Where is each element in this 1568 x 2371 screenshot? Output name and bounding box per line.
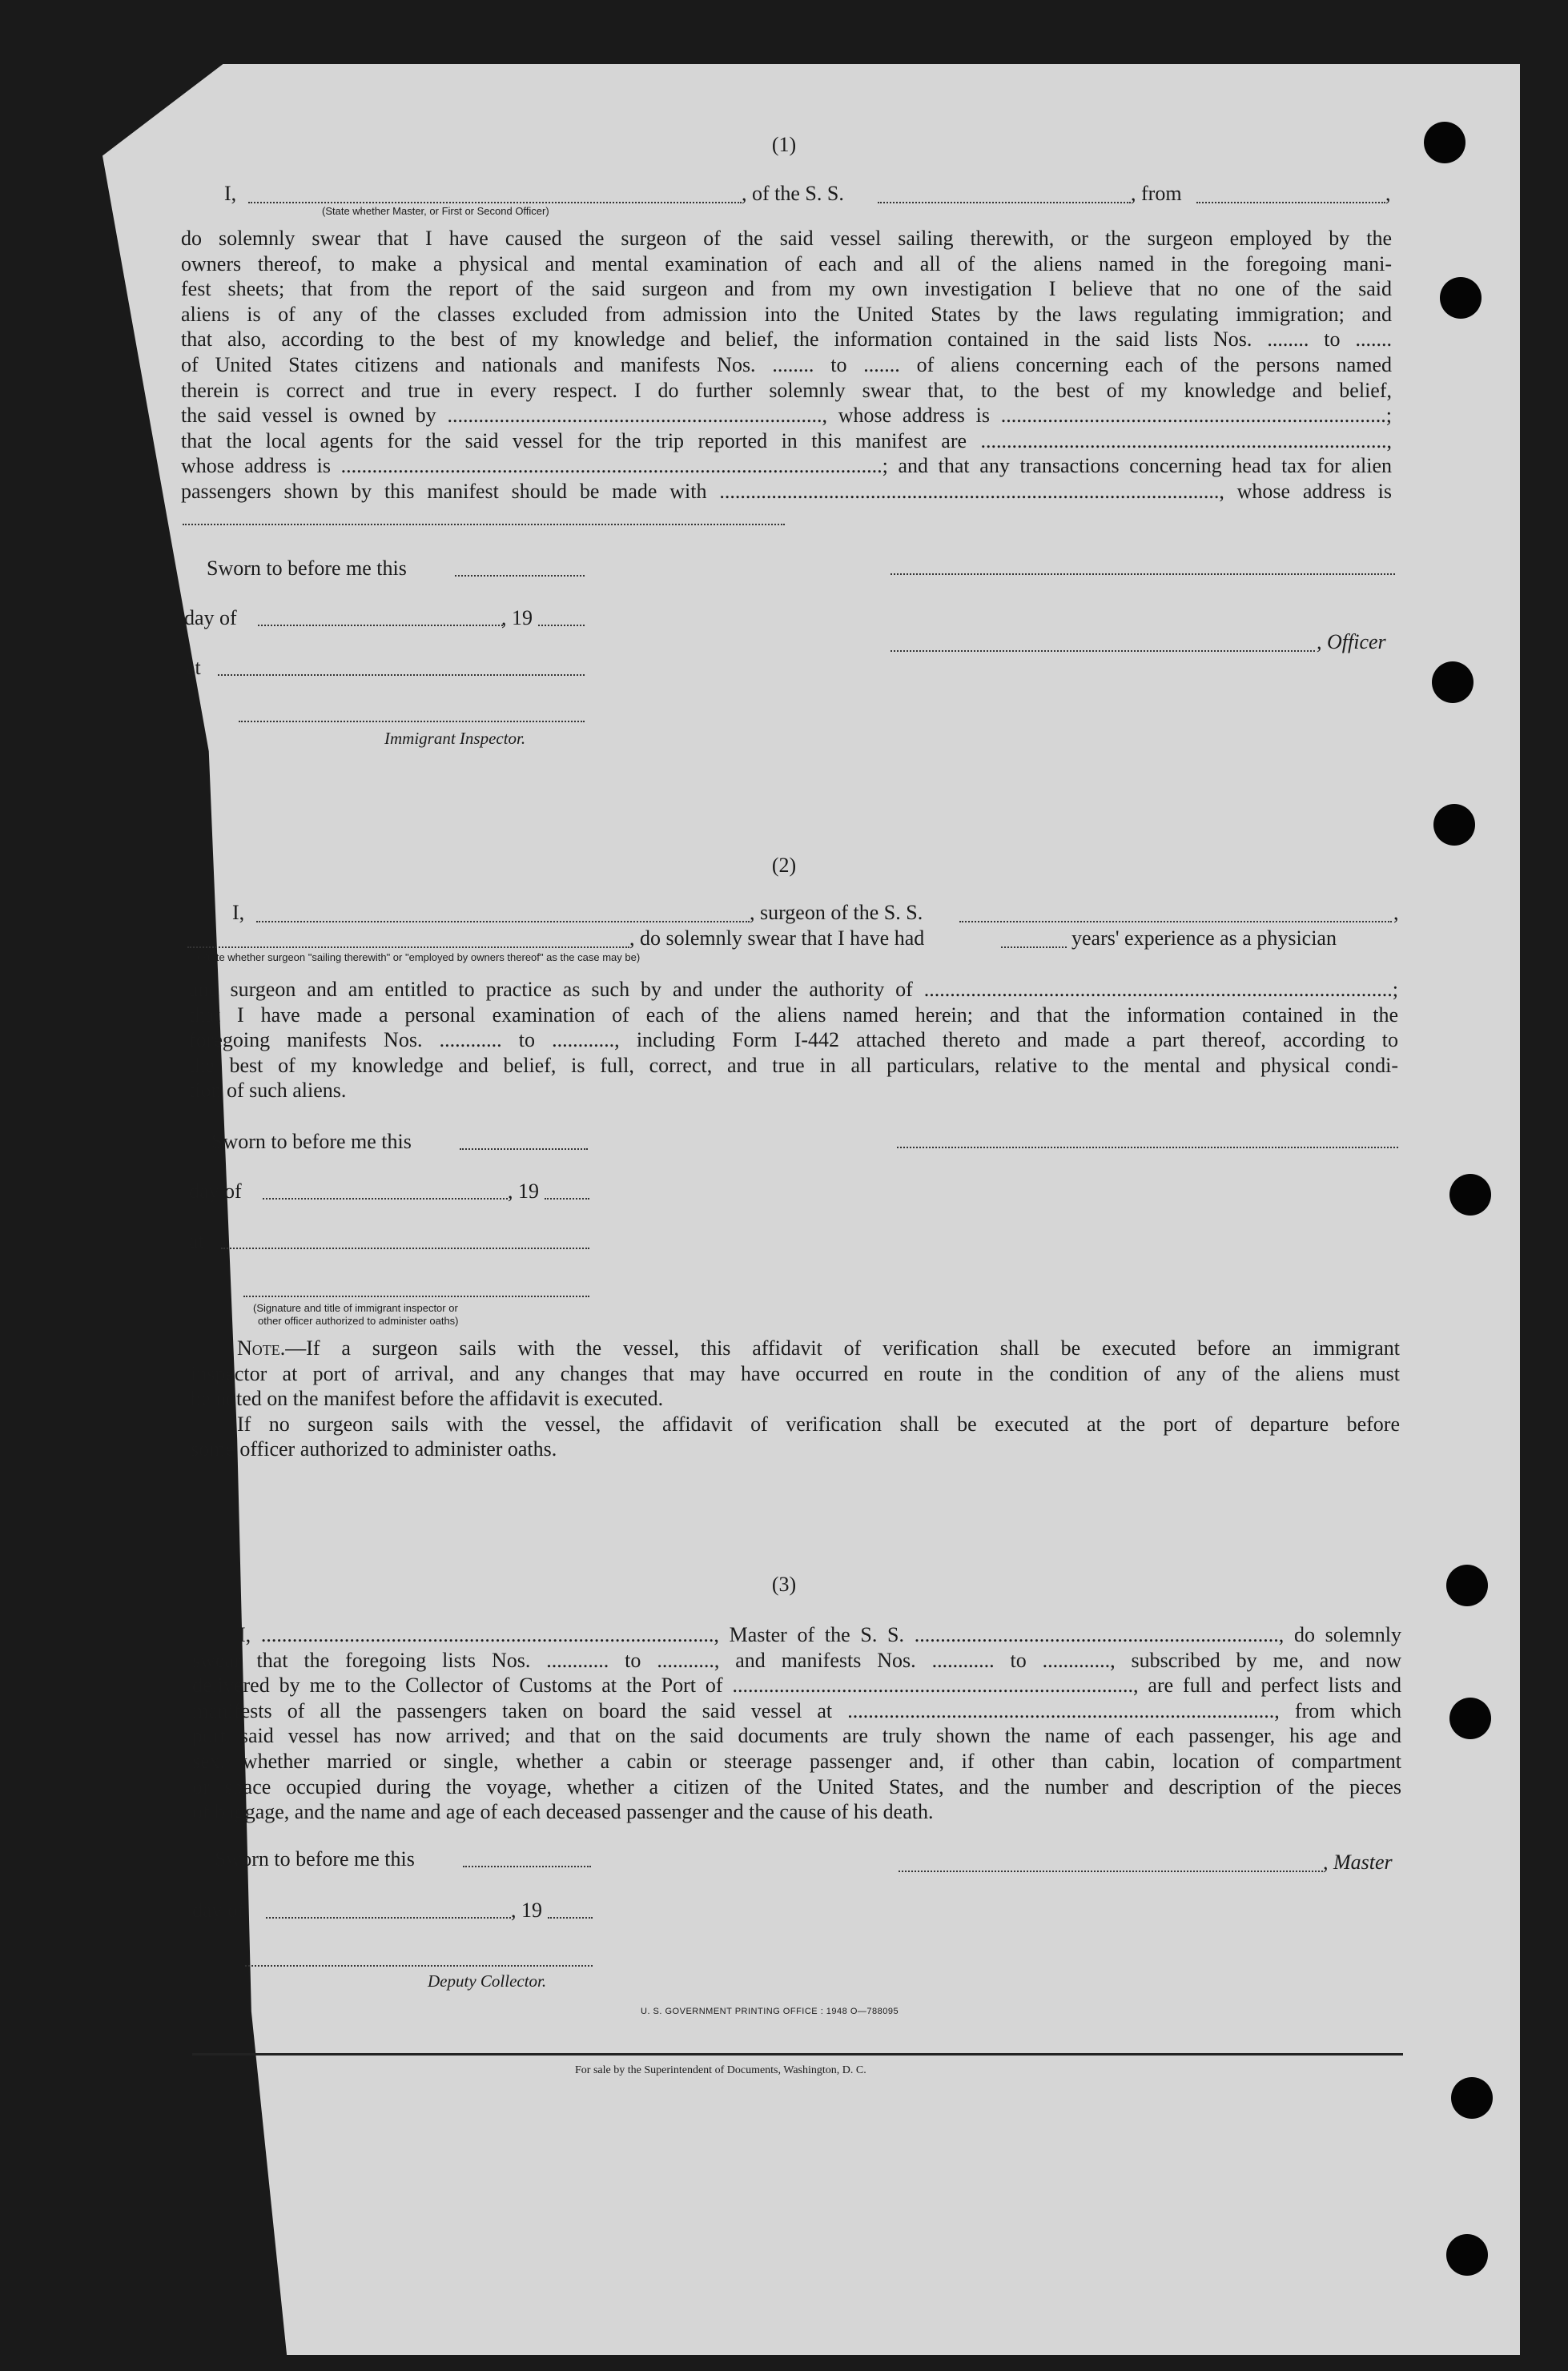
gpo-imprint: U. S. GOVERNMENT PRINTING OFFICE : 1948 O—788095 bbox=[641, 2007, 899, 2016]
binder-hole bbox=[1451, 2077, 1493, 2119]
section-1-number: (1) bbox=[771, 133, 797, 156]
s3-day-of-label: day of bbox=[192, 1899, 245, 1922]
s1-day-of-label: day of bbox=[184, 606, 237, 629]
s1-from-field[interactable] bbox=[1196, 202, 1385, 203]
binder-hole bbox=[1440, 277, 1482, 319]
s3-year-label: , 19 bbox=[511, 1899, 542, 1922]
s2-sworn-date-field[interactable] bbox=[460, 1148, 588, 1150]
s2-sworn-label: Sworn to before me this bbox=[211, 1130, 412, 1153]
s1-ship-field[interactable] bbox=[878, 202, 1131, 203]
s3-year-field[interactable] bbox=[548, 1917, 593, 1919]
s1-i-label: I, bbox=[224, 182, 237, 205]
s2-i-label: I, bbox=[232, 901, 245, 924]
s1-master-note: (State whether Master, or First or Second Officer) bbox=[322, 205, 549, 217]
s3-sworn-label: Sworn to before me this bbox=[215, 1847, 415, 1871]
s3-master-label: , Master bbox=[1323, 1851, 1393, 1874]
s3-paragraph: I, ......................................................................................., Master of the S. S. ......................................................................, do solemnly swear that the foregoing lists Nos. ............ to ..........., and manifests Nos. ............ to ............., subscribed by me, and now delivered by me to the Collector of Customs at the Port of ............................................................................., are full and perfect lists and manifests of all the passengers taken on board the said vessel at .................................................................................., from which port said vessel has now arrived; and that on the said documents are truly shown the name of each passenger, his age and sex, whether married or single, whether a cabin or steerage passenger and, if other than cabin, location of compartment or space occupied during the voyage, whether a citizen of the United States, and the number and description of the pieces of baggage, and the name and age of each deceased passenger and the cause of his death. bbox=[192, 1623, 1401, 1824]
s1-day-field[interactable] bbox=[258, 625, 503, 626]
s1-sworn-label: Sworn to before me this bbox=[207, 557, 407, 580]
s2-surgeon-note: (State whether surgeon "sailing therewith" or "employed by owners thereof" as the case may be) bbox=[197, 951, 641, 963]
s3-collector-label: Deputy Collector. bbox=[428, 1971, 547, 1991]
binder-hole bbox=[1433, 804, 1475, 846]
s2-swear-label: , do solemnly swear that I have had bbox=[629, 926, 925, 950]
section-3-number: (3) bbox=[771, 1573, 797, 1596]
s2-day-of-label: day of bbox=[189, 1179, 242, 1203]
s3-master-signature-field[interactable] bbox=[899, 1871, 1323, 1872]
s1-year-label: , 19 bbox=[501, 606, 533, 629]
s2-signature-field[interactable] bbox=[897, 1147, 1398, 1148]
s1-signature-field[interactable] bbox=[891, 573, 1395, 575]
s2-years-field[interactable] bbox=[1001, 946, 1067, 948]
s3-day-field[interactable] bbox=[266, 1917, 511, 1919]
s2-sig-note-2: other officer authorized to administer oaths) bbox=[258, 1315, 459, 1327]
s2-surgeon-name-field[interactable] bbox=[256, 921, 750, 922]
s2-note-text-1: —If a surgeon sails with the vessel, this affidavit of verification shall be executed before an immigrant bbox=[285, 1336, 1400, 1360]
s1-head-tax-address-field[interactable] bbox=[183, 524, 785, 525]
s1-inspector-label: Immigrant Inspector. bbox=[384, 729, 526, 748]
s2-year-field[interactable] bbox=[545, 1198, 589, 1200]
s2-paragraph: and surgeon and am entitled to practice as such by and under the authority of ..........................................................................................; that I have made a personal examination of each of the aliens named herein; and that the information contained in the foregoing manifests Nos. ............ to ............, including Form I-442 attached thereto and made a part thereof, according to the best of my knowledge and belief, is full, correct, and true in all particulars, relative to the mental and physical condi- tion of such aliens. bbox=[189, 978, 1398, 1103]
s2-surgeon-label: , surgeon of the S. S. bbox=[750, 901, 923, 924]
s2-surgeon-type-field[interactable] bbox=[187, 946, 629, 948]
s1-paragraph: do solemnly swear that I have caused the surgeon of the said vessel sailing therewith, or the surgeon employed by the owners thereof, to make a physical and mental examination of each and all of the aliens named in the foregoing mani- fest sheets; that from the report of the said surgeon and from my own investigation I believe that no one of the said aliens is of any of the classes excluded from admission into the United States by the laws regulating immigration; and that also, according to the best of my knowledge and belief, the information contained in the said lists Nos. ........ to ....... of United States citizens and nationals and manifests Nos. ........ to ....... of aliens concerning each of the persons named therein is correct and true in every respect. I do further solemnly swear that, to the best of my knowledge and belief, the said vessel is owned by ........................................................................, whose address is ..........................................................................; that the local agents for the said vessel for the trip reported in this manifest are .............................................................................., whose address is ........................................................................................................; and that any transactions concerning head tax for alien passengers shown by this manifest should be made with ................................................................................................, whose address is bbox=[181, 227, 1392, 503]
binder-hole bbox=[1432, 661, 1474, 703]
s2-at-field[interactable] bbox=[221, 1248, 589, 1249]
s1-comma: , bbox=[1385, 182, 1391, 205]
s1-officer-field[interactable] bbox=[891, 650, 1315, 652]
s1-from-label: , from bbox=[1131, 182, 1182, 205]
sale-notice: For sale by the Superintendent of Documents, Washington, D. C. bbox=[575, 2064, 866, 2076]
binder-hole bbox=[1449, 1698, 1491, 1739]
s1-year-field[interactable] bbox=[538, 625, 585, 626]
s1-master-field[interactable] bbox=[248, 202, 742, 203]
s1-at-field[interactable] bbox=[218, 674, 585, 676]
s2-inspector-signature-field[interactable] bbox=[243, 1296, 589, 1297]
s1-officer-label: , Officer bbox=[1317, 630, 1386, 653]
s3-sworn-date-field[interactable] bbox=[463, 1866, 591, 1867]
section-2-number: (2) bbox=[771, 854, 797, 877]
s2-at-label: at bbox=[189, 1229, 204, 1252]
binder-hole bbox=[1449, 1174, 1491, 1216]
s2-sig-note-1: (Signature and title of immigrant inspector or bbox=[253, 1302, 458, 1314]
s1-sworn-date-field[interactable] bbox=[455, 575, 585, 577]
s2-ship-field[interactable] bbox=[959, 921, 1392, 922]
s1-of-ss-label: , of the S. S. bbox=[742, 182, 844, 205]
s1-inspector-field[interactable] bbox=[239, 721, 585, 722]
s2-note: Note.—If a surgeon sails with the vessel, this affidavit of verification shall be executed before an immigrant inspector at port of arrival, and any changes that may have occurred en route in the condition of any of the aliens must be noted on the manifest before the affidavit is executed. If no surgeon sails with the vessel, the affidavit of verification shall be executed at the port of departure before some officer authorized to administer oaths. bbox=[191, 1336, 1400, 1461]
s2-comma: , bbox=[1393, 901, 1399, 924]
footer-rule bbox=[192, 2053, 1403, 2056]
s2-day-field[interactable] bbox=[263, 1198, 508, 1200]
s3-collector-signature-field[interactable] bbox=[245, 1965, 593, 1967]
s2-year-label: , 19 bbox=[508, 1179, 539, 1203]
s1-at-label: at bbox=[186, 656, 201, 679]
s2-note-label: Note. bbox=[237, 1336, 286, 1360]
binder-hole bbox=[1446, 2234, 1488, 2276]
s2-years-label: years' experience as a physician bbox=[1071, 926, 1337, 950]
